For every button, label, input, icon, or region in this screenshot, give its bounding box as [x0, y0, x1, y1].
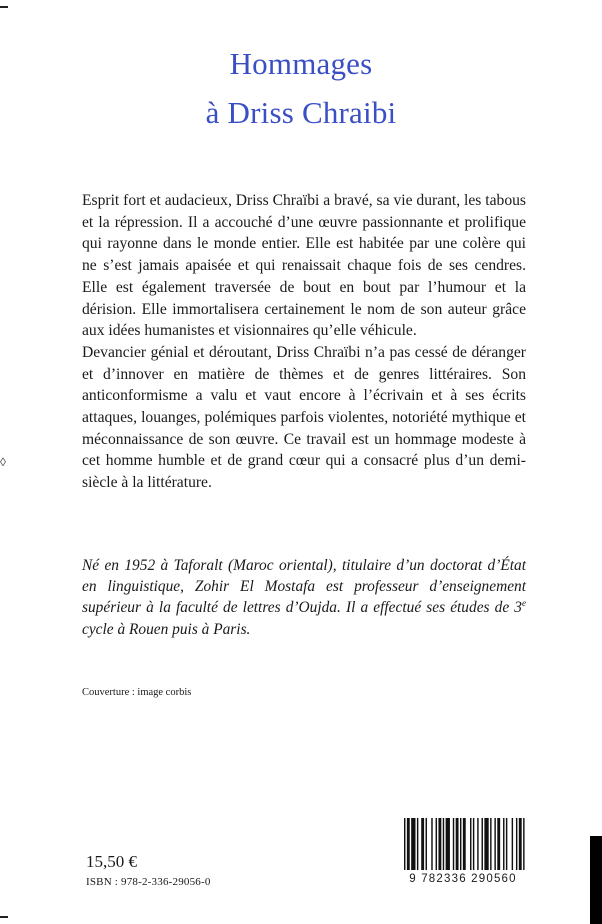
title-line-2: à Driss Chraibi [205, 95, 397, 130]
barcode-bar [484, 818, 488, 870]
barcode-bar [482, 818, 483, 870]
barcode-bar [407, 818, 410, 870]
barcode-bar [456, 818, 459, 870]
edge-mark-top-left [0, 6, 8, 8]
barcode-bar [446, 818, 450, 870]
back-cover-text [82, 190, 526, 494]
barcode-bar [490, 818, 491, 870]
isbn: ISBN : 978-2-336-29056-0 [86, 876, 211, 888]
barcode-bar [411, 818, 415, 870]
bio-superscript: e [522, 598, 526, 609]
barcode-bar [436, 818, 437, 870]
cover-credit: Couverture : image corbis [82, 687, 192, 698]
barcode-bar [494, 818, 495, 870]
barcode-bar [438, 818, 441, 870]
barcode-bar [453, 818, 454, 870]
barcode-bar [516, 818, 517, 870]
barcode-bar [519, 818, 522, 870]
paragraph-2: Devancier génial et déroutant, Driss Chraïbi n’a pas cessé de déranger et d’innover en matière de thèmes et de genres littéraires. Son anticonformisme a valu et vaut encore à l’écrivain et à ses écrits attaques, louanges, polémiques parfois violentes, notoriété mythique et méconnaissance de son œuvre. Ce travail est un hommage modeste à cet homme humble et de grand cœur qui a consacré plus d’un demi-siècle à la littérature. [82, 343, 526, 492]
barcode-bar [443, 818, 444, 870]
bio-text: Né en 1952 à Taforalt (Maroc oriental), titulaire d’un doctorat d’État en linguistique, Zohir El Mostafa est professeur d’enseignement supérieur à la faculté de lettres d’Oujda. Il a effectué ses études de 3 [82, 557, 526, 617]
barcode-bar [421, 818, 424, 870]
edge-mark-bottom-left [0, 916, 8, 918]
barcode-bar [506, 818, 507, 870]
barcode-bar [470, 818, 471, 870]
barcode [404, 818, 526, 870]
barcode-bar [431, 818, 432, 870]
barcode-number: 9 782336 290560 [409, 873, 517, 885]
barcode-bar [497, 818, 500, 870]
author-bio [82, 555, 526, 640]
title-line-1: Hommages [229, 46, 373, 81]
barcode-bar [477, 818, 478, 870]
bio-text-end: cycle à Rouen puis à Paris. [82, 620, 251, 638]
barcode-bar [523, 818, 524, 870]
barcode-bar [404, 818, 405, 870]
barcode-bar [426, 818, 427, 870]
barcode-bar [503, 818, 504, 870]
barcode-bar [460, 818, 461, 870]
barcode-bar [512, 818, 513, 870]
edge-mark-left: ◊ [0, 455, 6, 469]
barcode-bar [463, 818, 466, 870]
barcode-bar [473, 818, 474, 870]
paragraph-1: Esprit fort et audacieux, Driss Chraïbi a bravé, sa vie durant, les tabous et la répression. Il a accouché d’une œuvre passionnante et prolifique qui rayonne dans le monde entier. Elle est habitée par une colère qui ne s’est jamais apaisée et qui renaissait chaque fois de ses cendres. Elle est également traversée de bout en bout par l’humour et la dérision. Elle immortalisera certainement le nom de son auteur grâce aux idées humanistes et visionnaires qu’elle véhicule. [82, 192, 526, 340]
barcode-bar [417, 818, 418, 870]
price: 15,50 € [86, 852, 137, 871]
edge-strip-right [590, 836, 602, 924]
